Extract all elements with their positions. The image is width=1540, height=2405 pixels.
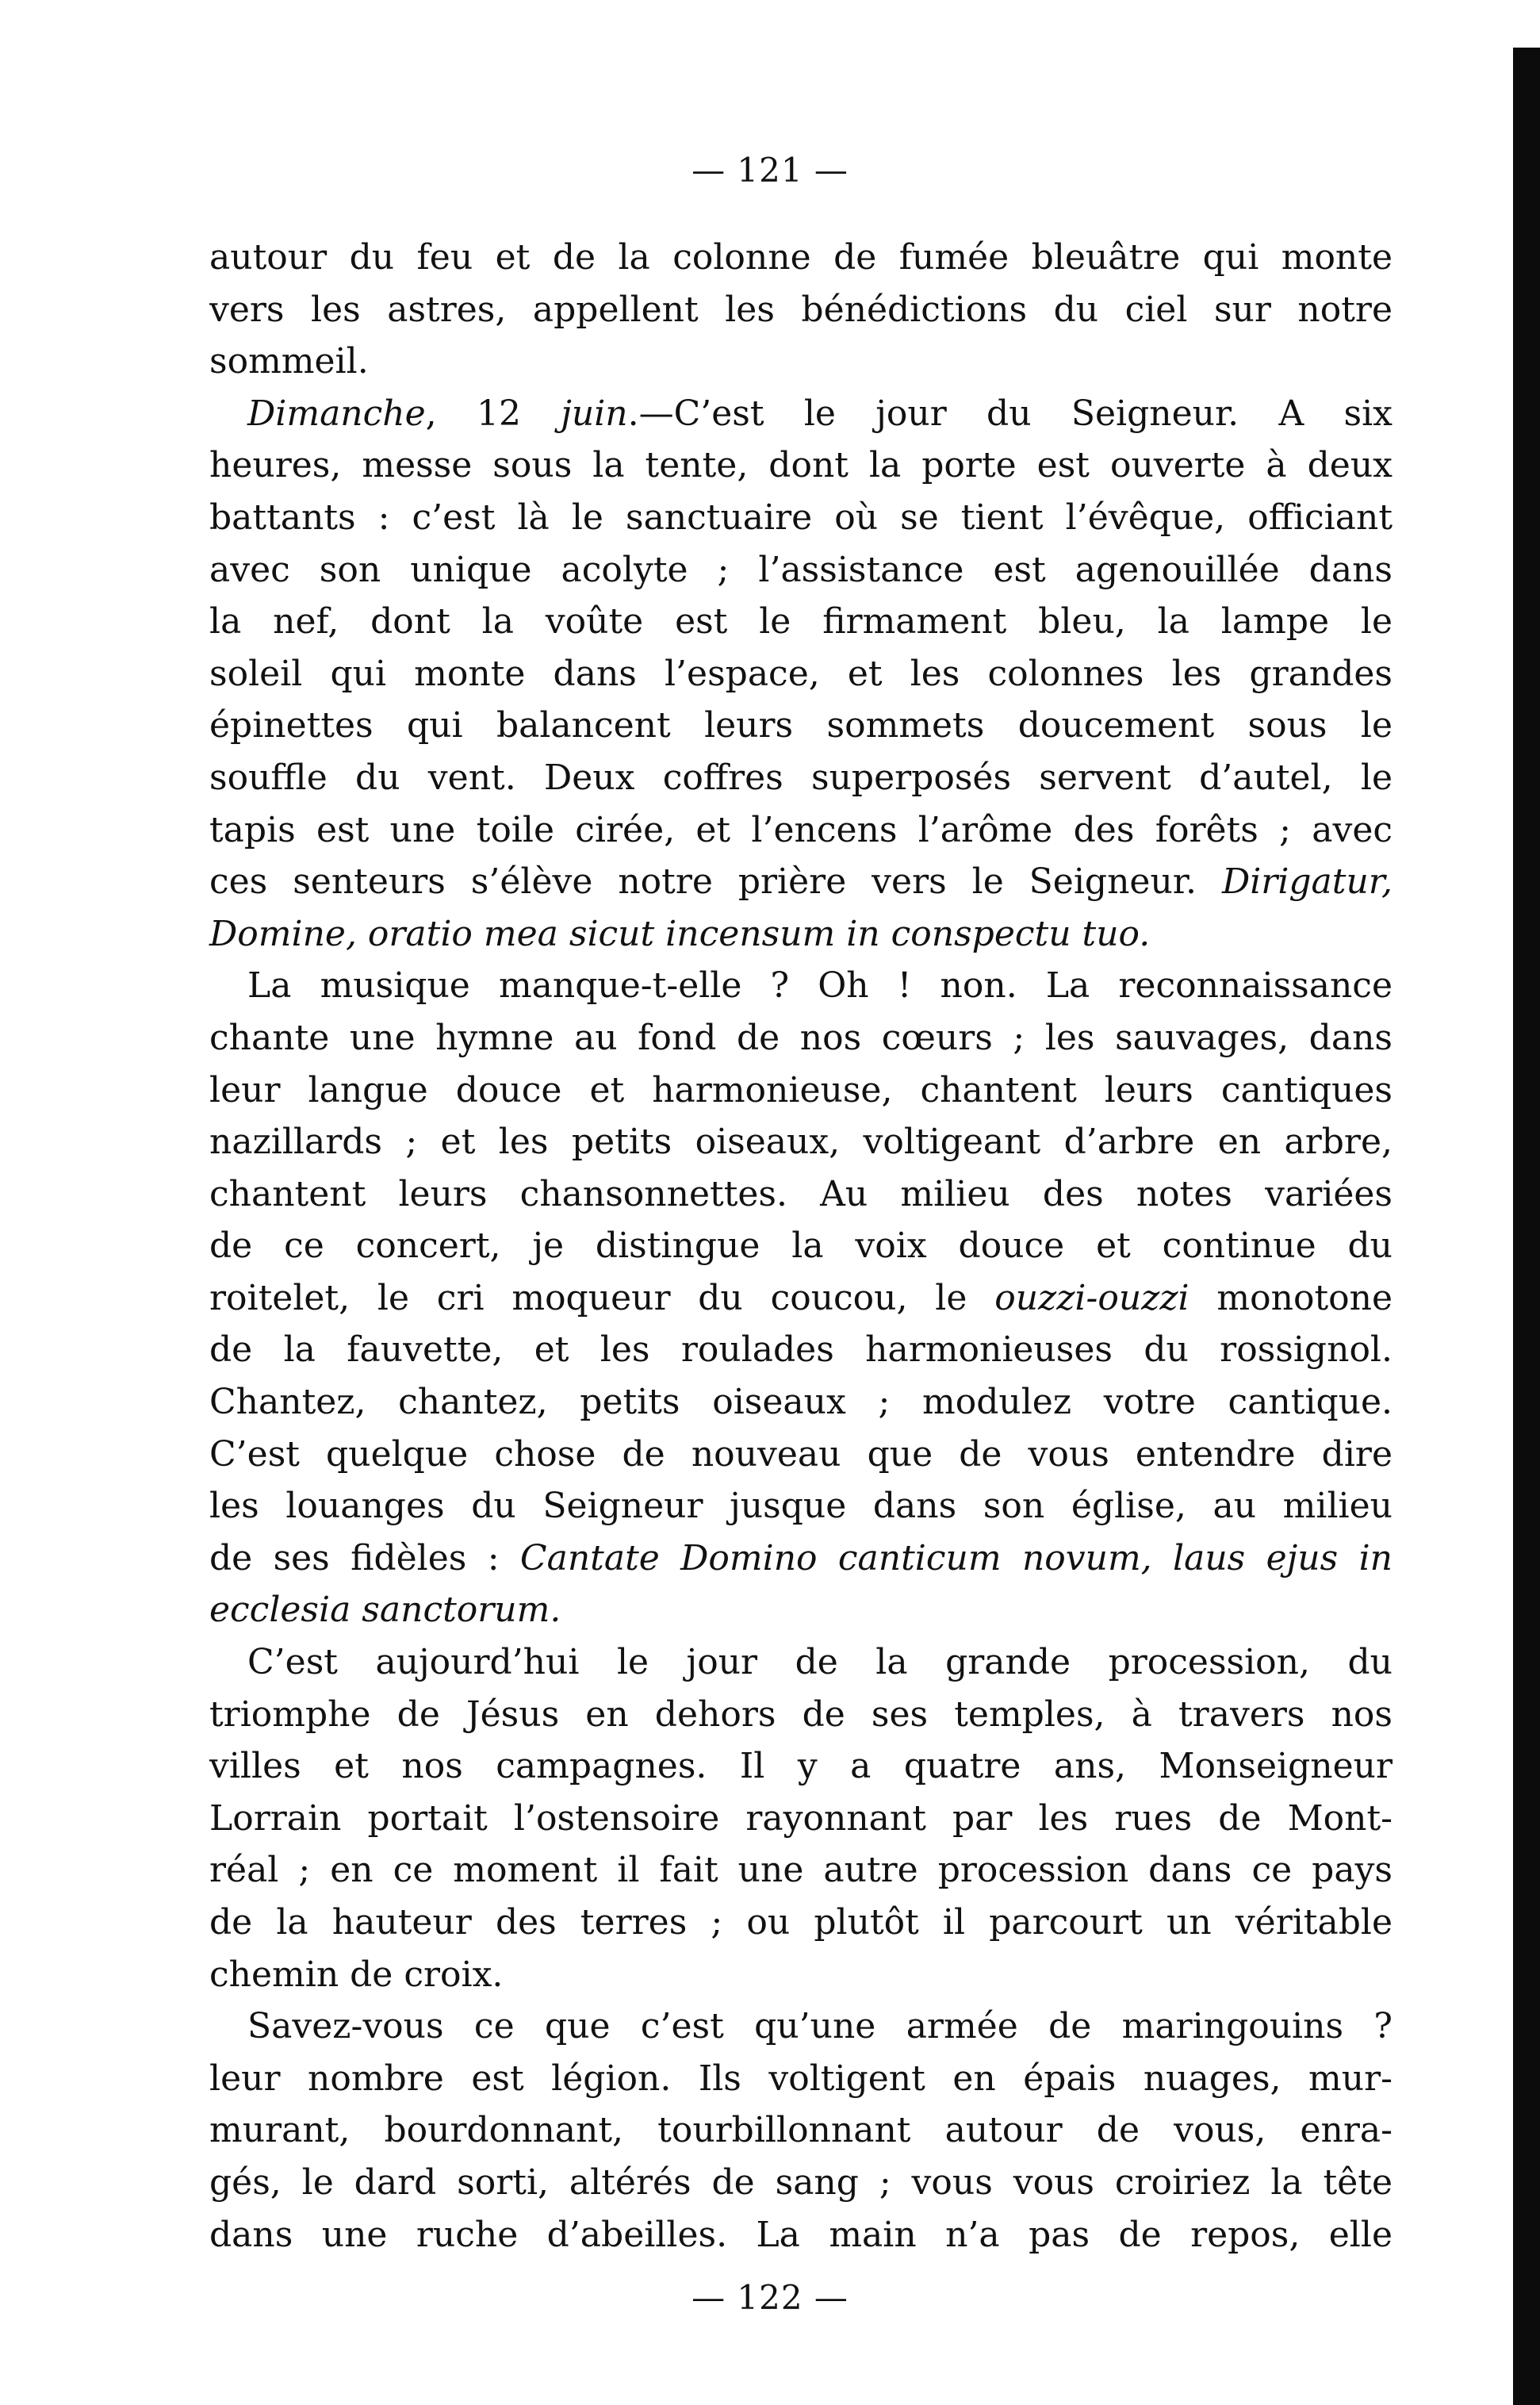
text-line: avec son unique acolyte ; l’assistance est agenouillée dans (209, 549, 1393, 590)
text-line (209, 1532, 1393, 1585)
text-line: de la fauvette, et les roulades harmonieuses du rossignol. (209, 1329, 1393, 1371)
text-run: roitelet, le cri moqueur du coucou, le (209, 1277, 995, 1318)
text-run: .—C’est le jour du Seigneur. A six (627, 393, 1393, 434)
text-line: sommeil. (209, 341, 369, 382)
text-line: triomphe de Jésus en dehors de ses temples, à travers nos (209, 1693, 1393, 1735)
italic-text: ecclesia sanctorum. (209, 1590, 561, 1631)
text-line: la nef, dont la voûte est le firmament bleu, la lampe le (209, 601, 1393, 642)
text-run: monotone (1189, 1277, 1393, 1318)
text-line: les louanges du Seigneur jusque dans son église, au milieu (209, 1486, 1393, 1527)
italic-text: ouzzi-ouzzi (994, 1277, 1189, 1318)
text-line: battants : c’est là le sanctuaire où se tient l’évêque, officiant (209, 497, 1393, 538)
text-line (209, 856, 1393, 908)
text-line (209, 388, 1393, 440)
text-line: Lorrain portait l’ostensoire rayonnant par les rues de Mont- (209, 1797, 1393, 1839)
body-text (209, 232, 1393, 2261)
text-run: , 12 (425, 393, 561, 434)
text-line: souffle du vent. Deux coffres superposés servent d’autel, le (209, 757, 1393, 798)
text-line (209, 908, 1393, 961)
text-line: chemin de croix. (209, 1954, 504, 1995)
text-line: vers les astres, appellent les bénédictions du ciel sur notre (209, 289, 1393, 330)
text-line: épinettes qui balancent leurs sommets doucement sous le (209, 705, 1393, 746)
text-line: de la hauteur des terres ; ou plutôt il parcourt un véritable (209, 1902, 1393, 1943)
italic-text: Cantate Domino canticum novum, laus ejus in (519, 1537, 1393, 1578)
text-line: soleil qui monte dans l’espace, et les colonnes les grandes (209, 653, 1393, 694)
text-line: C’est aujourd’hui le jour de la grande procession, du (247, 1642, 1393, 1683)
text-line: nazillards ; et les petits oiseaux, voltigeant d’arbre en arbre, (209, 1122, 1393, 1163)
text-run: de ses fidèles : (209, 1537, 520, 1578)
text-line: réal ; en ce moment il fait une autre procession dans ce pays (209, 1850, 1393, 1891)
text-line: chante une hymne au fond de nos cœurs ; les sauvages, dans (209, 1017, 1393, 1058)
text-line: heures, messe sous la tente, dont la porte est ouverte à deux (209, 445, 1393, 486)
text-line: murant, bourdonnant, tourbillonnant autour de vous, enra- (209, 2110, 1393, 2151)
text-line: leur langue douce et harmonieuse, chantent leurs cantiques (209, 1069, 1393, 1110)
text-line: Savez-vous ce que c’est qu’une armée de maringouins ? (247, 2006, 1393, 2047)
text-line: tapis est une toile cirée, et l’encens l’arôme des forêts ; avec (209, 809, 1393, 850)
italic-text: juin (561, 393, 628, 434)
text-line: autour du feu et de la colonne de fumée bleuâtre qui monte (209, 237, 1393, 278)
scan-edge-shadow (1513, 48, 1540, 2405)
text-line: villes et nos campagnes. Il y a quatre ans, Monseigneur (209, 1746, 1393, 1787)
italic-text: Dirigatur, (1221, 861, 1393, 903)
text-line: La musique manque-t-elle ? Oh ! non. La reconnaissance (247, 965, 1393, 1007)
italic-text: Dimanche (247, 393, 426, 434)
text-line: chantent leurs chansonnettes. Au milieu des notes variées (209, 1173, 1393, 1214)
page-footer-number: — 122 — (691, 2278, 849, 2317)
text-line: Chantez, chantez, petits oiseaux ; modulez votre cantique. (209, 1382, 1393, 1423)
text-line (209, 1584, 1393, 1636)
italic-text: Domine, oratio mea sicut incensum in conspectu tuo. (209, 913, 1151, 954)
page-header-number: — 121 — (691, 151, 849, 190)
text-line: leur nombre est légion. Ils voltigent en épais nuages, mur- (209, 2058, 1393, 2099)
text-line: dans une ruche d’abeilles. La main n’a pas de repos, elle (209, 2214, 1393, 2255)
text-line (209, 1272, 1393, 1325)
text-run: ces senteurs s’élève notre prière vers le Seigneur. (209, 861, 1222, 903)
text-line: de ce concert, je distingue la voix douce et continue du (209, 1226, 1393, 1267)
text-line: C’est quelque chose de nouveau que de vous entendre dire (209, 1433, 1393, 1475)
text-line: gés, le dard sorti, altérés de sang ; vous vous croiriez la tête (209, 2161, 1393, 2203)
